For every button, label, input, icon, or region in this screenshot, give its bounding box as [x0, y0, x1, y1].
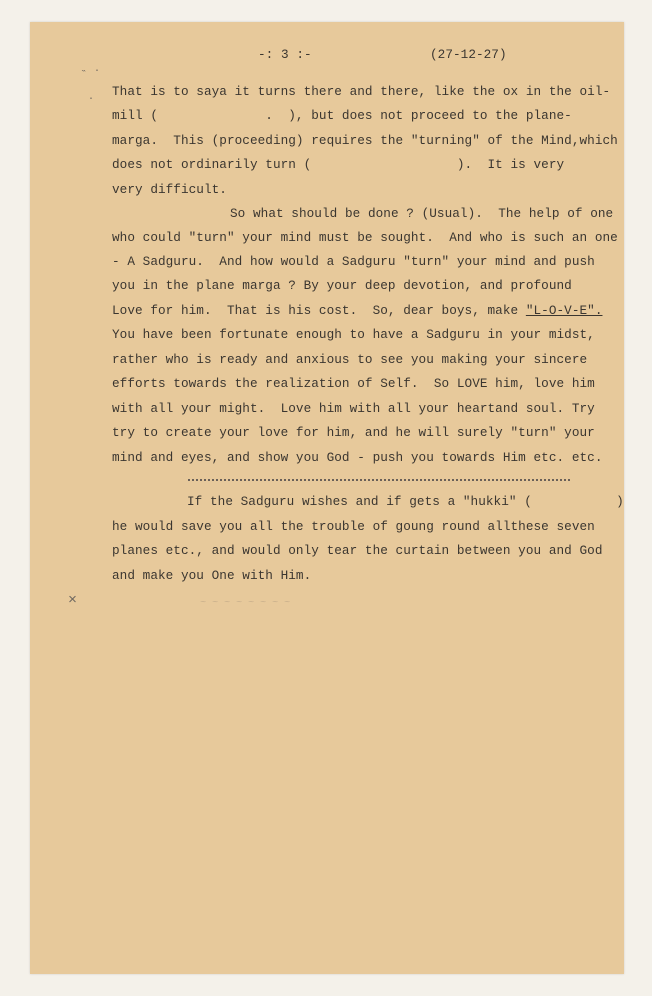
- paragraph-2-line: - A Sadguru. And how would a Sadguru "turn" your mind and push: [112, 254, 595, 269]
- paragraph-3-line: he would save you all the trouble of goung round allthese seven: [112, 519, 595, 534]
- paragraph-2-love-line: [112, 303, 602, 318]
- paragraph-2-line: rather who is ready and anxious to see you making your sincere: [112, 352, 588, 367]
- paragraph-3-line: If the Sadguru wishes and if gets a "hukki" ( ): [187, 494, 624, 509]
- page-date: (27-12-27): [430, 47, 507, 62]
- paragraph-3-line: planes etc., and would only tear the curtain between you and God: [112, 543, 603, 558]
- typewritten-page: [30, 22, 624, 974]
- paragraph-2-line: you in the plane marga ? By your deep devotion, and profound: [112, 278, 572, 293]
- paragraph-2-line: try to create your love for him, and he will surely "turn" your: [112, 425, 595, 440]
- paragraph-2-line: with all your might. Love him with all your heartand soul. Try: [112, 401, 595, 416]
- paragraph-1-line: very difficult.: [112, 182, 227, 197]
- dotted-separator: [188, 479, 570, 481]
- margin-cross-mark: ×: [68, 592, 78, 609]
- page-number: -: 3 :-: [258, 47, 312, 62]
- paragraph-1-line: does not ordinarily turn ( ). It is very: [112, 157, 565, 172]
- paragraph-1-line: marga. This (proceeding) requires the "turning" of the Mind,which: [112, 133, 618, 148]
- faint-bleedthrough: ~ ~ ~ ~ ~ ~ ~ ~: [200, 598, 291, 609]
- paragraph-2-line: efforts towards the realization of Self. So LOVE him, love him: [112, 376, 595, 391]
- paragraph-1-line: mill ( . ), but does not proceed to the plane-: [112, 108, 572, 123]
- paragraph-1-line: That is to saya it turns there and there, like the ox in the oil-: [112, 84, 611, 99]
- love-word: "L-O-V-E".: [525, 303, 603, 318]
- paragraph-2-line: You have been fortunate enough to have a Sadguru in your midst,: [112, 327, 595, 342]
- love-line-prefix: Love for him. That is his cost. So, dear boys, make: [112, 303, 526, 318]
- paragraph-3-line: and make you One with Him.: [112, 568, 312, 583]
- ink-smudge: ˵ ·: [82, 66, 101, 77]
- ink-dot: .: [88, 92, 95, 103]
- paragraph-2-line: who could "turn" your mind must be sought. And who is such an one: [112, 230, 618, 245]
- paragraph-2-line: mind and eyes, and show you God - push you towards Him etc. etc.: [112, 450, 603, 465]
- paragraph-2-line: So what should be done ? (Usual). The help of one: [230, 206, 614, 221]
